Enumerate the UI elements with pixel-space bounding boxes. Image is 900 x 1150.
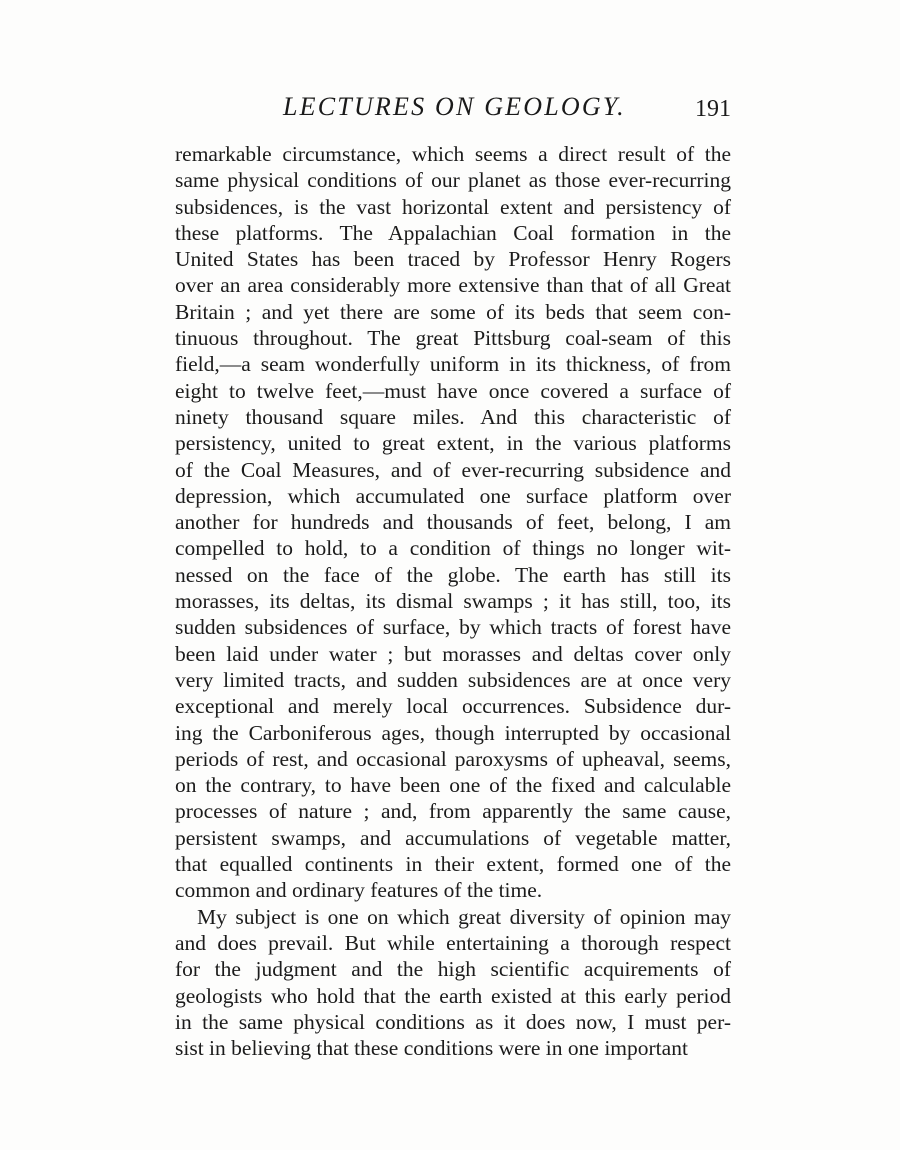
text-line: processes of nature ; and, from apparently the same cause, <box>175 799 731 824</box>
text-line: same physical conditions of our planet as those ever-recurring <box>175 168 731 193</box>
text-line: very limited tracts, and sudden subsidences are at once very <box>175 667 731 692</box>
text-line: United States has been traced by Professor Henry Rogers <box>175 247 731 272</box>
text-line: ninety thousand square miles. And this characteristic of <box>175 404 731 429</box>
text-line: of the Coal Measures, and of ever-recurring subsidence and <box>175 457 731 482</box>
text-line: exceptional and merely local occurrences. Subsidence dur- <box>175 694 731 719</box>
text-line: another for hundreds and thousands of feet, belong, I am <box>175 510 731 535</box>
text-line: for the judgment and the high scientific acquirements of <box>175 957 731 982</box>
text-line: periods of rest, and occasional paroxysms of upheaval, seems, <box>175 746 731 771</box>
text-line: been laid under water ; but morasses and deltas cover only <box>175 641 731 666</box>
text-line: eight to twelve feet,—must have once covered a surface of <box>175 378 731 403</box>
page-number: 191 <box>695 96 731 122</box>
text-line: remarkable circumstance, which seems a direct result of the <box>175 142 731 166</box>
running-head <box>175 92 731 128</box>
text-line: sudden subsidences of surface, by which tracts of forest have <box>175 615 731 640</box>
text-line: common and ordinary features of the time. <box>175 878 543 903</box>
text-line: persistent swamps, and accumulations of vegetable matter, <box>175 825 731 850</box>
text-line: over an area considerably more extensive than that of all Great <box>175 273 731 298</box>
text-line: morasses, its deltas, its dismal swamps ; it has still, too, its <box>175 589 731 614</box>
text-line: depression, which accumulated one surface platform over <box>175 483 731 508</box>
body-text <box>175 141 731 1061</box>
text-line: persistency, united to great extent, in the various platforms <box>175 431 731 456</box>
text-line: in the same physical conditions as it does now, I must per- <box>175 1009 731 1034</box>
text-line: sist in believing that these conditions were in one important <box>175 1036 688 1061</box>
text-line: these platforms. The Appalachian Coal formation in the <box>175 220 731 245</box>
text-line: and does prevail. But while entertaining a thorough respect <box>175 930 731 955</box>
text-line: subsidences, is the vast horizontal extent and persistency of <box>175 194 731 219</box>
text-line: Britain ; and yet there are some of its beds that seem con- <box>175 299 731 324</box>
text-line: My subject is one on which great diversity of opinion may <box>197 904 731 929</box>
running-title: LECTURES ON GEOLOGY. <box>283 92 626 121</box>
text-line: tinuous throughout. The great Pittsburg coal-seam of this <box>175 326 731 351</box>
text-line: ing the Carboniferous ages, though interrupted by occasional <box>175 720 731 745</box>
paragraph <box>175 141 731 904</box>
text-line: nessed on the face of the globe. The earth has still its <box>175 562 731 587</box>
text-line: that equalled continents in their extent, formed one of the <box>175 852 731 877</box>
text-line: geologists who hold that the earth existed at this early period <box>175 983 731 1008</box>
text-line: field,—a seam wonderfully uniform in its thickness, of from <box>175 352 731 377</box>
text-line: compelled to hold, to a condition of things no longer wit- <box>175 536 731 561</box>
text-line: on the contrary, to have been one of the fixed and calculable <box>175 773 731 798</box>
paragraph <box>175 904 731 1062</box>
